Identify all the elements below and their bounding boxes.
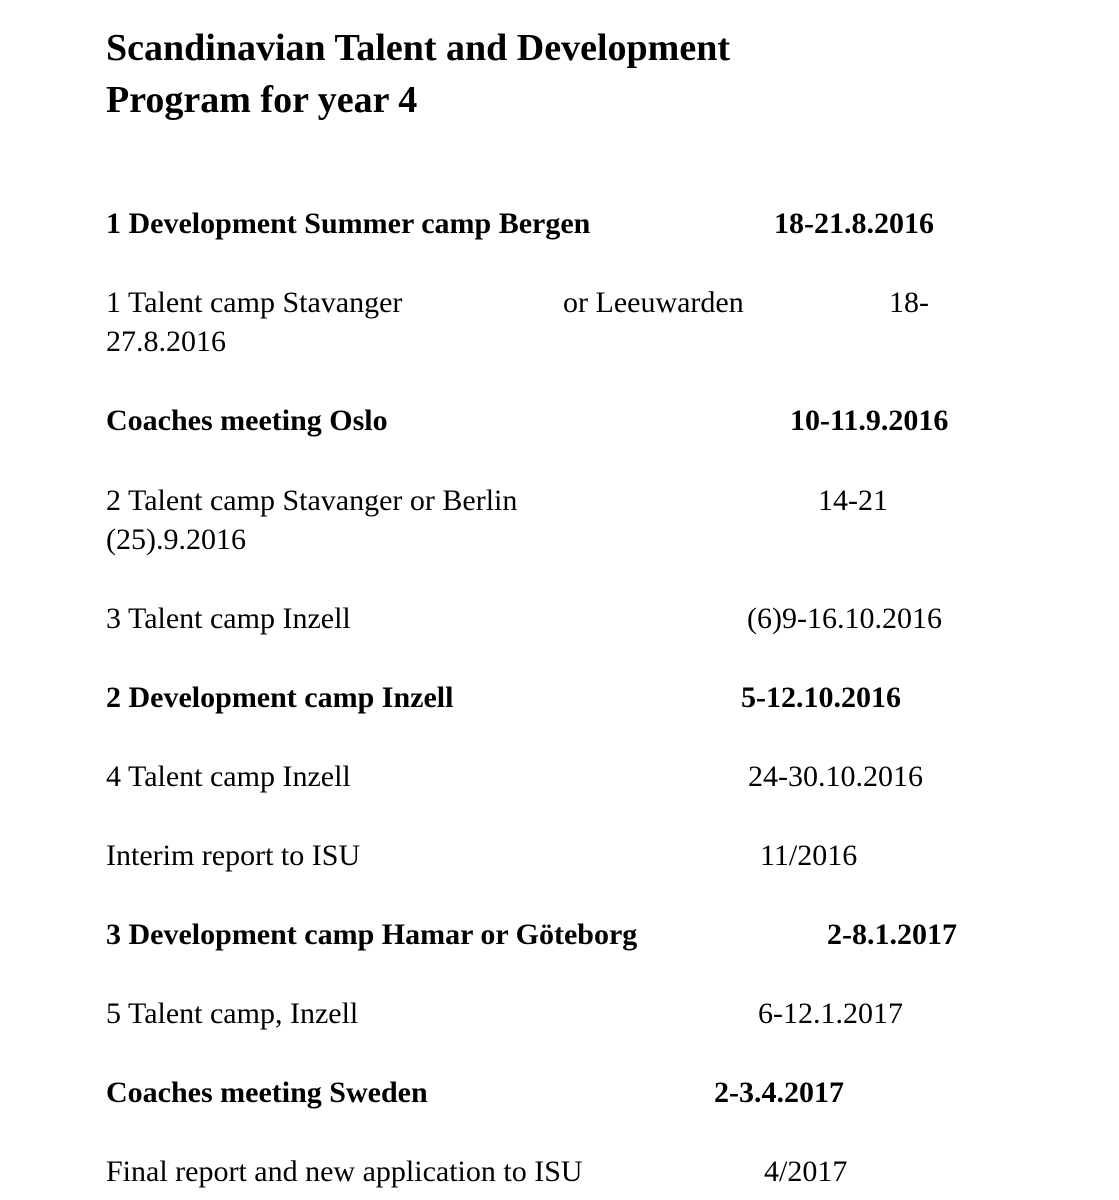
schedule-event: 5 Talent camp, Inzell (106, 997, 359, 1030)
schedule-date: 4/2017 (764, 1155, 848, 1188)
schedule-date: 6-12.1.2017 (758, 997, 903, 1030)
schedule-event: 3 Talent camp Inzell (106, 602, 351, 635)
schedule-event: 3 Development camp Hamar or Göteborg (106, 918, 638, 951)
schedule-date: 5-12.10.2016 (741, 681, 901, 714)
schedule-event: Final report and new application to ISU (106, 1155, 583, 1188)
title-line-2: Program for year 4 (106, 79, 418, 121)
schedule-event: Coaches meeting Oslo (106, 404, 388, 437)
schedule-event: 1 Talent camp Stavanger (106, 286, 403, 319)
schedule-event: 2 Talent camp Stavanger or Berlin (106, 484, 518, 517)
schedule-date: (6)9-16.10.2016 (747, 602, 942, 635)
title-line-1: Scandinavian Talent and Development (106, 27, 730, 69)
schedule-date-continued: (25).9.2016 (106, 523, 246, 556)
schedule-date-continued: 27.8.2016 (106, 325, 226, 358)
schedule-event: Interim report to ISU (106, 839, 361, 872)
schedule-date: 14-21 (818, 484, 888, 517)
schedule-event-alternative: or Leeuwarden (563, 286, 744, 319)
schedule-date: 10-11.9.2016 (790, 404, 949, 437)
schedule-date: 2-8.1.2017 (827, 918, 957, 951)
schedule-date: 18-21.8.2016 (774, 207, 934, 240)
schedule-event: 2 Development camp Inzell (106, 681, 454, 714)
schedule-date: 2-3.4.2017 (714, 1076, 844, 1109)
schedule-date: 18- (889, 286, 929, 319)
schedule-event: 1 Development Summer camp Bergen (106, 207, 591, 240)
document-title (106, 22, 906, 126)
schedule-date: 24-30.10.2016 (748, 760, 923, 793)
schedule-date: 11/2016 (760, 839, 858, 872)
schedule-event: 4 Talent camp Inzell (106, 760, 351, 793)
schedule-event: Coaches meeting Sweden (106, 1076, 428, 1109)
